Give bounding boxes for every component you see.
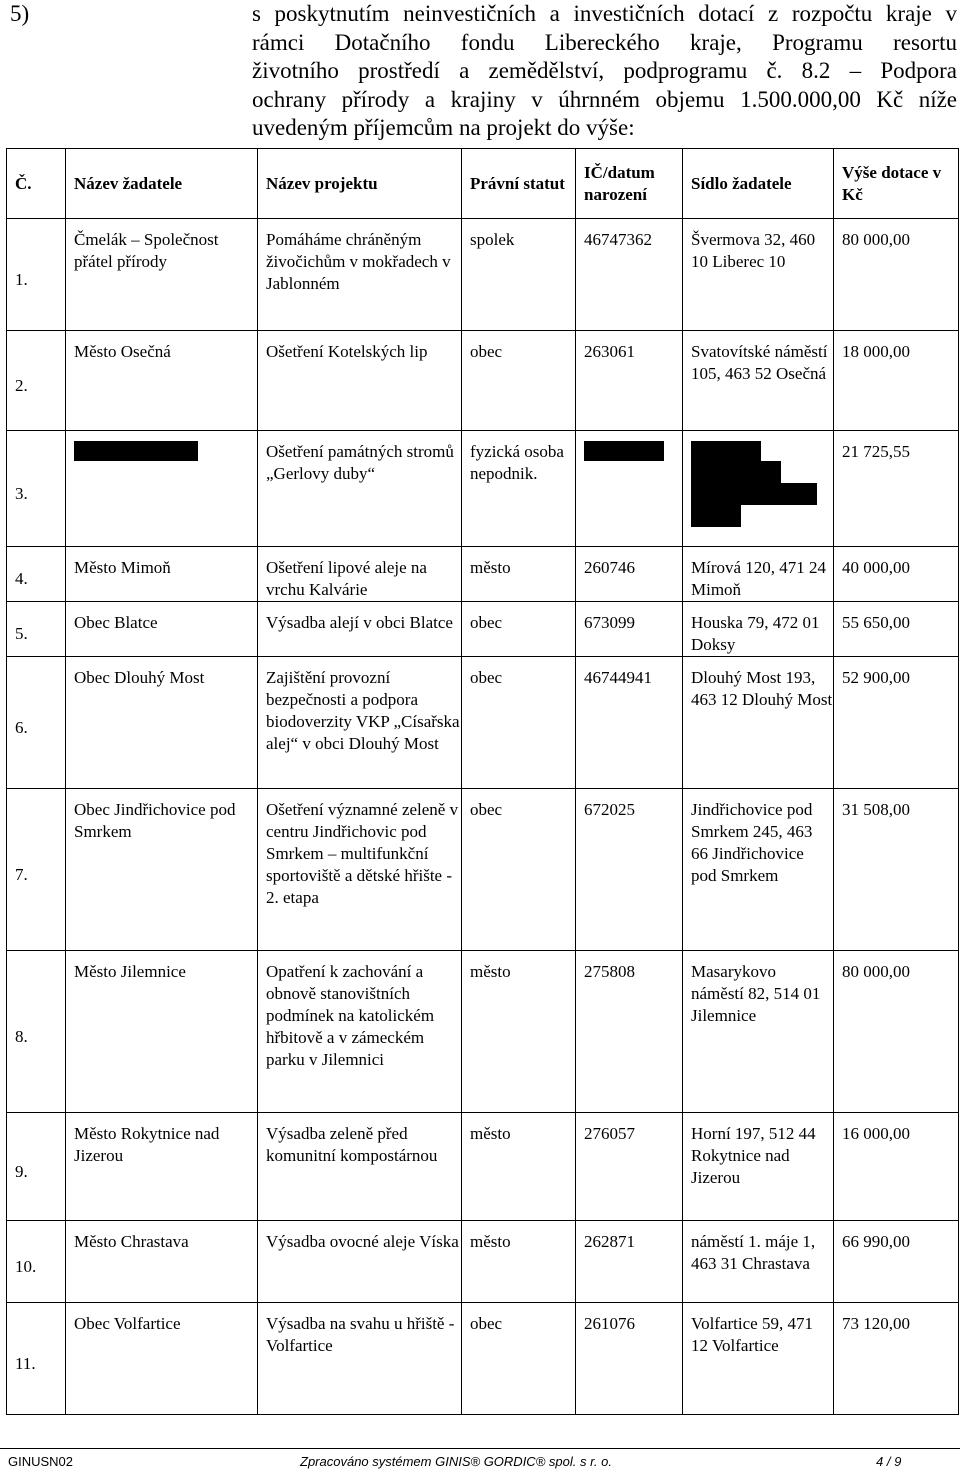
cell-project: Zajištění provozní bezpečnosti a podpora biodoverzity VKP „Císařska alej“ v obci Dlouhý Most [258,657,462,789]
cell-project: Pomáháme chráněným živočichům v mokřadech v Jablonném [258,219,462,331]
cell-seat: Dlouhý Most 193, 463 12 Dlouhý Most [683,657,834,789]
header-project: Název projektu [258,149,462,219]
intro-line: životního prostředí a zemědělství, podprogramu č. 8.2 – Podpora [252,58,957,83]
redaction-box [691,461,781,483]
grants-table [6,148,959,1415]
cell-num: 9. [7,1113,66,1221]
cell-legal: fyzická osoba nepodnik. [462,431,576,547]
cell-num: 2. [7,331,66,431]
table-row [7,951,959,1113]
cell-applicant: Obec Blatce [66,602,258,657]
redaction-box [691,441,761,461]
cell-id: 276057 [576,1113,683,1221]
cell-id: 672025 [576,789,683,951]
cell-amount: 55 650,00 [834,602,959,657]
cell-id [576,431,683,547]
header-amount: Výše dotace v Kč [834,149,959,219]
cell-id: 261076 [576,1303,683,1415]
cell-legal: obec [462,602,576,657]
cell-amount: 73 120,00 [834,1303,959,1415]
cell-project: Výsadba ovocné aleje Víska [258,1221,462,1303]
cell-project: Ošetření významné zeleně v centru Jindřichovic pod Smrkem – multifunkční sportoviště a dětské hřište - 2. etapa [258,789,462,951]
cell-amount: 16 000,00 [834,1113,959,1221]
cell-id: 673099 [576,602,683,657]
cell-num: 4. [7,547,66,602]
cell-legal: město [462,951,576,1113]
cell-legal: město [462,547,576,602]
cell-applicant: Město Rokytnice nad Jizerou [66,1113,258,1221]
footer-page: 4 / 9 [876,1454,902,1469]
cell-legal: obec [462,1303,576,1415]
table-row [7,547,959,602]
cell-seat: Švermova 32, 460 10 Liberec 10 [683,219,834,331]
header-legal-status: Právní statut [462,149,576,219]
header-id: IČ/datum narození [576,149,683,219]
footer-code: GINUSN02 [8,1454,74,1469]
intro-line: ochrany přírody a krajiny v úhrnném objemu 1.500.000,00 Kč níže [252,86,957,112]
redaction-box [691,483,817,505]
cell-num: 11. [7,1303,66,1415]
table-row [7,1113,959,1221]
cell-legal: obec [462,331,576,431]
redaction-box [74,441,198,461]
table-row [7,431,959,547]
intro-paragraph [252,0,957,143]
table-row [7,331,959,431]
cell-applicant: Město Osečná [66,331,258,431]
cell-amount: 31 508,00 [834,789,959,951]
section-number: 5) [10,1,30,26]
cell-seat: Masarykovo náměstí 82, 514 01 Jilemnice [683,951,834,1113]
header-seat: Sídlo žadatele [683,149,834,219]
cell-project: Ošetření lipové aleje na vrchu Kalvárie [258,547,462,602]
intro-line: uvedeným příjemcům na projekt do výše: [252,115,635,140]
cell-project: Ošetření památných stromů „Gerlovy duby“ [258,431,462,547]
cell-legal: spolek [462,219,576,331]
cell-applicant: Čmelák – Společnost přátel přírody [66,219,258,331]
cell-project: Výsadba na svahu u hřiště - Volfartice [258,1303,462,1415]
redaction-box [584,441,664,461]
cell-amount: 80 000,00 [834,219,959,331]
cell-seat: Houska 79, 472 01 Doksy [683,602,834,657]
cell-num: 6. [7,657,66,789]
cell-seat: Volfartice 59, 471 12 Volfartice [683,1303,834,1415]
cell-project: Ošetření Kotelských lip [258,331,462,431]
cell-num: 8. [7,951,66,1113]
table-row [7,602,959,657]
cell-applicant: Obec Volfartice [66,1303,258,1415]
cell-id: 260746 [576,547,683,602]
cell-project: Opatření k zachování a obnově stanovištních podmínek na katolickém hřbitově a v zámeckém parku v Jilemnici [258,951,462,1113]
cell-num: 10. [7,1221,66,1303]
cell-seat: Jindřichovice pod Smrkem 245, 463 66 Jindřichovice pod Smrkem [683,789,834,951]
table-row [7,789,959,951]
cell-legal: obec [462,657,576,789]
cell-project: Výsadba zeleně před komunitní kompostárnou [258,1113,462,1221]
cell-num: 3. [7,431,66,547]
cell-applicant [66,431,258,547]
cell-amount: 80 000,00 [834,951,959,1113]
redaction-box [691,505,741,527]
cell-amount: 40 000,00 [834,547,959,602]
cell-applicant: Obec Jindřichovice pod Smrkem [66,789,258,951]
header-num: Č. [7,149,66,219]
table-row [7,1221,959,1303]
cell-num: 7. [7,789,66,951]
table-row [7,657,959,789]
cell-seat: Svatovítské náměstí 105, 463 52 Osečná [683,331,834,431]
cell-applicant: Město Chrastava [66,1221,258,1303]
cell-seat: náměstí 1. máje 1, 463 31 Chrastava [683,1221,834,1303]
cell-num: 1. [7,219,66,331]
page-footer [0,1448,960,1473]
cell-project: Výsadba alejí v obci Blatce [258,602,462,657]
cell-applicant: Město Jilemnice [66,951,258,1113]
cell-applicant: Město Mimoň [66,547,258,602]
cell-num: 5. [7,602,66,657]
cell-legal: město [462,1113,576,1221]
header-applicant: Název žadatele [66,149,258,219]
cell-legal: obec [462,789,576,951]
intro-line: s poskytnutím neinvestičních a investičních dotací z rozpočtu kraje v [252,1,957,26]
intro-line: rámci Dotačního fondu Libereckého kraje, Programu resortu [252,29,957,55]
cell-amount: 52 900,00 [834,657,959,789]
cell-id: 263061 [576,331,683,431]
cell-amount: 66 990,00 [834,1221,959,1303]
table-header-row [7,149,959,219]
cell-id: 262871 [576,1221,683,1303]
cell-id: 275808 [576,951,683,1113]
cell-applicant: Obec Dlouhý Most [66,657,258,789]
cell-amount: 21 725,55 [834,431,959,547]
footer-processed: Zpracováno systémem GINIS® GORDIC® spol. s r. o. [300,1454,612,1469]
table-row [7,1303,959,1415]
cell-seat: Mírová 120, 471 24 Mimoň [683,547,834,602]
cell-amount: 18 000,00 [834,331,959,431]
cell-legal: město [462,1221,576,1303]
cell-seat: Horní 197, 512 44 Rokytnice nad Jizerou [683,1113,834,1221]
cell-seat [683,431,834,547]
cell-id: 46747362 [576,219,683,331]
table-row [7,219,959,331]
cell-id: 46744941 [576,657,683,789]
